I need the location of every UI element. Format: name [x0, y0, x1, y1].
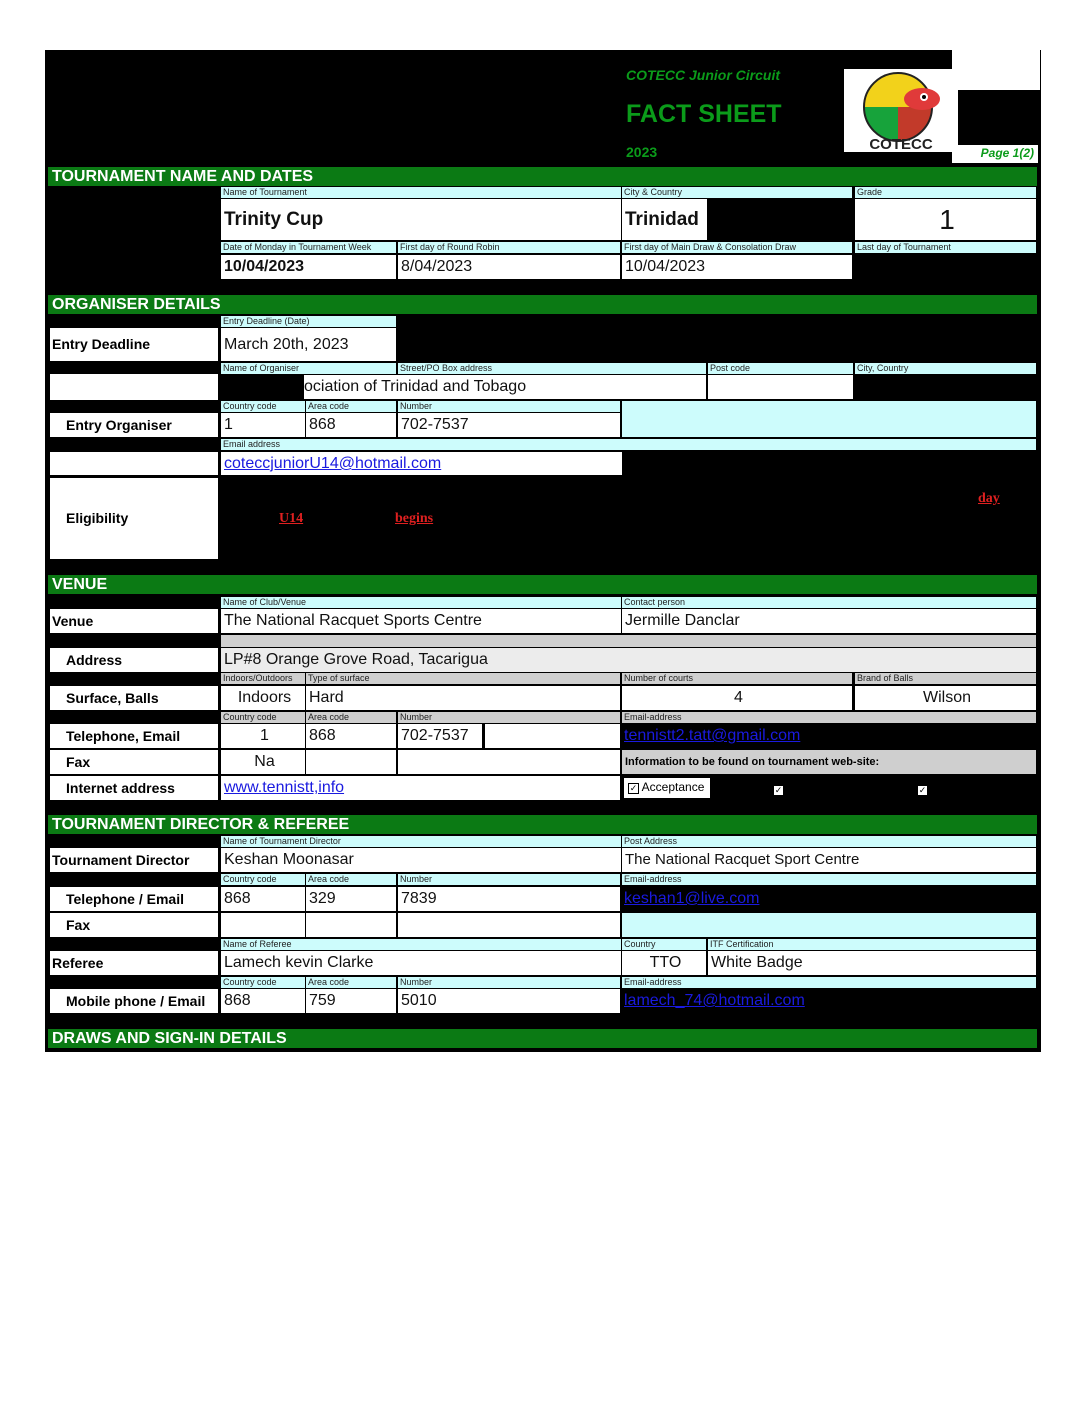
td-tel-row-label: Telephone / Email	[50, 887, 218, 911]
city-field[interactable]: Trinidad	[622, 199, 707, 240]
surface-row-label: Surface, Balls	[50, 686, 218, 710]
eligibility-day: day	[978, 491, 1000, 506]
deadline-field[interactable]: March 20th, 2023	[221, 328, 396, 361]
mobile-row-label: Mobile phone / Email	[50, 989, 218, 1013]
td-row-label: Tournament Director	[50, 848, 218, 872]
courts-label: Number of courts	[622, 673, 852, 684]
web-info-text: Information to be found on tournament web-site:	[622, 750, 1036, 774]
indoors-label: Indoors/Outdoors	[221, 673, 305, 684]
td-fax-extra	[622, 913, 1036, 937]
grade-field[interactable]: 1	[855, 199, 1036, 240]
referee-field[interactable]: Lamech kevin Clarke	[221, 951, 621, 975]
deadline-label: Entry Deadline (Date)	[221, 316, 396, 327]
venue-fax-row-label: Fax	[50, 750, 218, 774]
venue-ac-field[interactable]: 868	[306, 724, 396, 748]
section-venue: VENUE	[48, 575, 1037, 594]
org-ac-field[interactable]: 868	[306, 413, 396, 437]
td-ac-field[interactable]: 329	[306, 887, 396, 911]
td-email-label: Email-address	[622, 874, 1036, 885]
checkbox-icon[interactable]: ✓	[774, 785, 783, 795]
venue-email-label: Email-address	[622, 712, 1036, 723]
ref-cc-field[interactable]: 868	[221, 989, 305, 1013]
org-email-link[interactable]: coteccjuniorU14@hotmail.com	[224, 455, 442, 472]
post-address-label: Post Address	[622, 836, 1036, 847]
main-draw-field[interactable]: 10/04/2023	[622, 255, 852, 279]
address-field[interactable]: LP#8 Orange Grove Road, Tacarigua	[221, 648, 1036, 672]
address-top-bar	[221, 635, 1036, 647]
td-field[interactable]: Keshan Moonasar	[221, 848, 621, 872]
post-code-field[interactable]	[708, 375, 853, 399]
website-link[interactable]: www.tennistt,info	[224, 779, 345, 796]
ref-num-label: Number	[398, 977, 620, 988]
email-row-blank-label	[50, 452, 218, 475]
referee-label: Name of Referee	[221, 939, 621, 950]
country-label: Country	[622, 939, 706, 950]
ref-email-label: Email-address	[622, 977, 1036, 988]
venue-cc-field[interactable]: 1	[221, 724, 305, 748]
eligibility-row-label: Eligibility	[50, 478, 218, 559]
checkbox-2[interactable]	[773, 780, 784, 798]
organiser-row-blank-label	[50, 374, 218, 400]
org-num-label: Number	[398, 401, 620, 412]
ref-email-link[interactable]: lamech_74@hotmail.com	[624, 992, 805, 1009]
last-day-label: Last day of Tournament	[855, 242, 1036, 253]
website-field[interactable]	[221, 776, 620, 800]
courts-field[interactable]: 4	[622, 686, 852, 710]
section-organiser: ORGANISER DETAILS	[48, 295, 1037, 314]
org-fax-area	[622, 401, 1036, 437]
org-email-field[interactable]	[221, 452, 622, 475]
td-fax-row-label: Fax	[50, 913, 218, 937]
venue-tel-row-label: Telephone, Email	[50, 724, 218, 748]
acceptance-option[interactable]	[624, 778, 710, 798]
ref-ac-field[interactable]: 759	[306, 989, 396, 1013]
td-fax-ac[interactable]	[306, 913, 396, 937]
tournament-name-label: Name of Tournament	[221, 187, 621, 198]
cotecc-logo	[844, 69, 958, 152]
venue-email-field[interactable]	[624, 726, 800, 746]
ref-cc-label: Country code	[221, 977, 305, 988]
contact-label: Contact person	[622, 597, 1036, 608]
org-ac-label: Area code	[306, 401, 396, 412]
entry-deadline-row-label: Entry Deadline	[50, 328, 218, 361]
monday-label: Date of Monday in Tournament Week	[221, 242, 396, 253]
td-fax-cc[interactable]	[221, 913, 305, 937]
address-row-label: Address	[50, 648, 218, 672]
contact-field[interactable]: Jermille Danclar	[622, 609, 1036, 633]
eligibility-u14: U14	[279, 511, 304, 526]
td-email-link[interactable]: keshan1@live.com	[624, 890, 760, 907]
venue-ac-label: Area code	[306, 712, 396, 723]
itf-field[interactable]: White Badge	[708, 951, 1036, 975]
venue-fax-area[interactable]	[306, 750, 396, 774]
organiser-name-field[interactable]: ociation of Trinidad and Tobago	[304, 375, 706, 399]
acceptance-checkbox[interactable]: ✓	[629, 783, 638, 793]
org-num-field[interactable]: 702-7537	[398, 413, 620, 437]
year-label: 2023	[626, 144, 658, 160]
fact-sheet-title: FACT SHEET	[626, 100, 782, 128]
venue-num-field[interactable]: 702-7537	[398, 724, 482, 748]
venue-cc-label: Country code	[221, 712, 305, 723]
club-field[interactable]: The National Racquet Sports Centre	[221, 609, 621, 633]
club-label: Name of Club/Venue	[221, 597, 621, 608]
venue-email-link[interactable]: tennistt2.tatt@gmail.com	[624, 727, 801, 744]
td-email-field[interactable]	[624, 889, 759, 909]
eligibility-begins: begins	[395, 511, 434, 526]
td-cc-label: Country code	[221, 874, 305, 885]
round-robin-label: First day of Round Robin	[398, 242, 620, 253]
venue-num-extra[interactable]	[485, 724, 620, 748]
surface-field[interactable]: Hard	[306, 686, 620, 710]
internet-row-label: Internet address	[50, 776, 218, 800]
td-ac-label: Area code	[306, 874, 396, 885]
acceptance-label: Acceptance	[641, 780, 705, 794]
td-label: Name of Tournament Director	[221, 836, 621, 847]
ref-email-field[interactable]	[624, 991, 805, 1011]
checkbox-3[interactable]	[917, 780, 928, 798]
ref-num-field[interactable]: 5010	[398, 989, 620, 1013]
main-draw-label: First day of Main Draw & Consolation Draw	[622, 242, 852, 253]
checkbox-icon[interactable]: ✓	[918, 785, 927, 795]
td-num-field[interactable]: 7839	[398, 887, 620, 911]
section-draws: DRAWS AND SIGN-IN DETAILS	[48, 1029, 1037, 1048]
org-cc-label: Country code	[221, 401, 305, 412]
venue-num-label: Number	[398, 712, 620, 723]
monday-field[interactable]: 10/04/2023	[221, 255, 396, 279]
surface-label: Type of surface	[306, 673, 620, 684]
circuit-title: COTECC Junior Circuit	[626, 67, 781, 83]
balls-field[interactable]: Wilson	[855, 686, 1036, 710]
page-number: Page 1(2)	[952, 145, 1038, 163]
venue-fax-field[interactable]: Na	[221, 750, 305, 774]
venue-fax-number[interactable]	[398, 750, 620, 774]
tournament-name-field[interactable]: Trinity Cup	[221, 199, 621, 240]
td-fax-num[interactable]	[398, 913, 620, 937]
td-cc-field[interactable]: 868	[221, 887, 305, 911]
organiser-name-label: Name of Organiser	[221, 363, 396, 374]
post-address-field[interactable]: The National Racquet Sport Centre	[622, 848, 1036, 872]
org-cc-field[interactable]: 1	[221, 413, 305, 437]
ref-ac-label: Area code	[306, 977, 396, 988]
grade-label: Grade	[855, 187, 1036, 198]
round-robin-field[interactable]: 8/04/2023	[398, 255, 620, 279]
venue-row-label: Venue	[50, 609, 218, 633]
indoors-field[interactable]: Indoors	[221, 686, 305, 710]
section-tournament: TOURNAMENT NAME AND DATES	[48, 167, 1037, 186]
td-num-label: Number	[398, 874, 620, 885]
org-city-label: City, Country	[855, 363, 1036, 374]
org-email-label: Email address	[221, 439, 1036, 450]
street-label: Street/PO Box address	[398, 363, 706, 374]
referee-row-label: Referee	[50, 951, 218, 975]
itf-label: ITF Certification	[708, 939, 1036, 950]
balls-label: Brand of Balls	[855, 673, 1036, 684]
country-field[interactable]: TTO	[622, 951, 706, 975]
city-country-label: City & Country	[622, 187, 852, 198]
entry-organiser-row-label: Entry Organiser	[50, 413, 218, 437]
header-notch	[952, 50, 1040, 90]
logo-text: COTECC	[869, 136, 933, 152]
post-code-label: Post code	[708, 363, 853, 374]
section-director: TOURNAMENT DIRECTOR & REFEREE	[48, 815, 1037, 834]
